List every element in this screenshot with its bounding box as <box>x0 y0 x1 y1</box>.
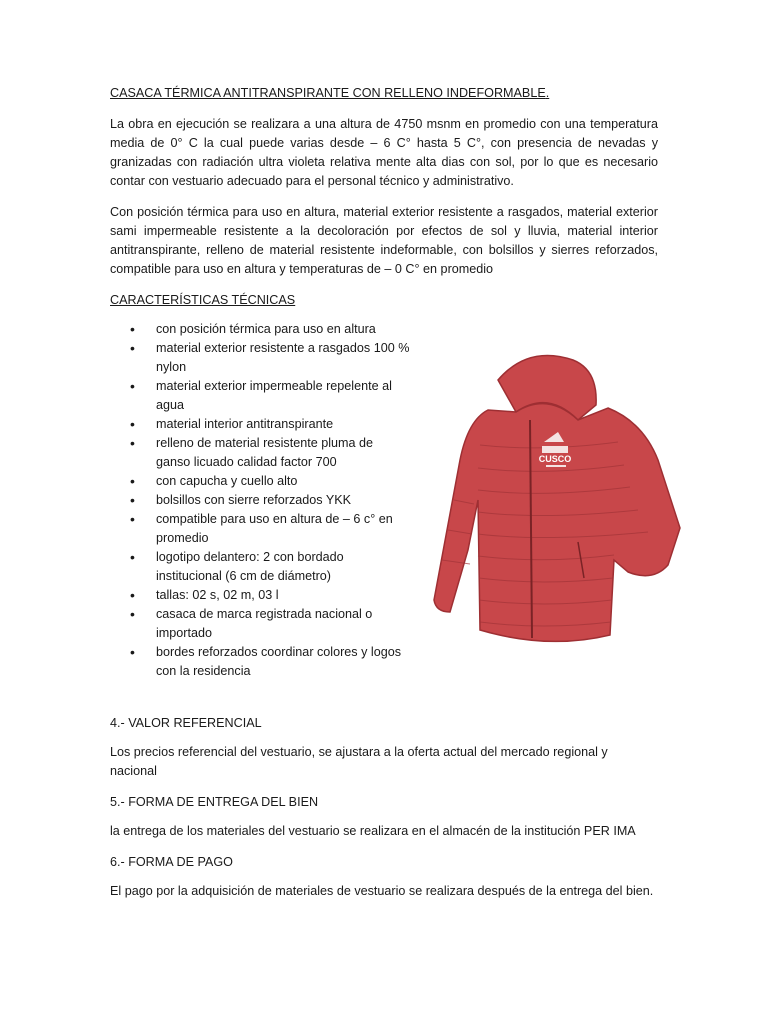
feature-item <box>110 377 410 415</box>
feature-item <box>110 605 410 643</box>
bullet-icon: • <box>130 435 135 451</box>
feature-text: compatible para uso en altura de – 6 c° en promedio <box>156 512 393 545</box>
bullet-icon: • <box>130 606 135 622</box>
feature-item <box>110 548 410 586</box>
title-dot: . <box>545 86 550 100</box>
feature-item <box>110 434 410 472</box>
title-text: CASACA TÉRMICA ANTITRANSPIRANTE CON RELLENO INDEFORMABLE <box>110 86 546 100</box>
bullet-icon: • <box>130 549 135 565</box>
feature-item <box>110 510 410 548</box>
section6-text: El pago por la adquisición de materiales de vestuario se realizara después de la entrega del bien. <box>110 884 654 898</box>
jacket-image <box>428 350 684 648</box>
feature-text: casaca de marca registrada nacional o importado <box>156 607 373 640</box>
feature-item <box>110 643 410 681</box>
bullet-icon: • <box>130 340 135 356</box>
feature-item <box>110 586 410 605</box>
feature-text: logotipo delantero: 2 con bordado institucional (6 cm de diámetro) <box>156 550 344 583</box>
section5-heading: 5.- FORMA DE ENTREGA DEL BIEN <box>110 795 319 809</box>
feature-item <box>110 472 410 491</box>
jacket-logo-text: CUSCO <box>538 454 572 464</box>
section4-text: Los precios referencial del vestuario, se ajustara a la oferta actual del mercado regional y nacional <box>110 745 608 778</box>
feature-text: material exterior impermeable repelente al agua <box>156 379 392 412</box>
section4-heading: 4.- VALOR REFERENCIAL <box>110 716 262 730</box>
bullet-icon: • <box>130 473 135 489</box>
feature-item <box>110 320 410 339</box>
intro-paragraph: La obra en ejecución se realizara a una altura de 4750 msnm en promedio con una temperatura media de 0° C la cual puede varias desde – 6 C° hasta 5 C°, con presencia de nevadas y granizadas con radiación ultra violeta relativa mente alta dias con sol, por lo que es necesario contar con vestuario adecuado para el personal técnico y administrativo. <box>110 117 658 188</box>
feature-text: con posición térmica para uso en altura <box>156 322 376 336</box>
feature-text: bordes reforzados coordinar colores y logos con la residencia <box>156 645 402 678</box>
bullet-icon: • <box>130 511 135 527</box>
feature-text: bolsillos con sierre reforzados YKK <box>156 493 352 507</box>
bullet-icon: • <box>130 416 135 432</box>
feature-text: relleno de material resistente pluma de ganso licuado calidad factor 700 <box>156 436 374 469</box>
feature-text: con capucha y cuello alto <box>156 474 298 488</box>
features-list <box>110 320 410 681</box>
bullet-icon: • <box>130 644 135 660</box>
bullet-icon: • <box>130 321 135 337</box>
features-heading: CARACTERÍSTICAS TÉCNICAS <box>110 293 296 307</box>
bullet-icon: • <box>130 587 135 603</box>
feature-item <box>110 415 410 434</box>
feature-text: tallas: 02 s, 02 m, 03 l <box>156 588 279 602</box>
document-title <box>110 84 658 103</box>
bullet-icon: • <box>130 492 135 508</box>
description-paragraph: Con posición térmica para uso en altura, material exterior resistente a rasgados, material exterior sami impermeable resistente a la decoloración por efectos de sol y lluvia, material interior antitranspirante, relleno de material resistente indeformable, con bolsillos y sierres reforzados, compatible para uso en altura y temperaturas de – 0 C° en promedio <box>110 205 658 276</box>
feature-text: material exterior resistente a rasgados 100 % nylon <box>156 341 410 374</box>
section5-text: la entrega de los materiales del vestuario se realizara en el almacén de la institución PER IMA <box>110 824 636 838</box>
document-page <box>110 84 658 913</box>
features-section <box>110 320 658 714</box>
feature-item <box>110 491 410 510</box>
section6-heading: 6.- FORMA DE PAGO <box>110 855 233 869</box>
bullet-icon: • <box>130 378 135 394</box>
feature-text: material interior antitranspirante <box>156 417 334 431</box>
feature-item <box>110 339 410 377</box>
